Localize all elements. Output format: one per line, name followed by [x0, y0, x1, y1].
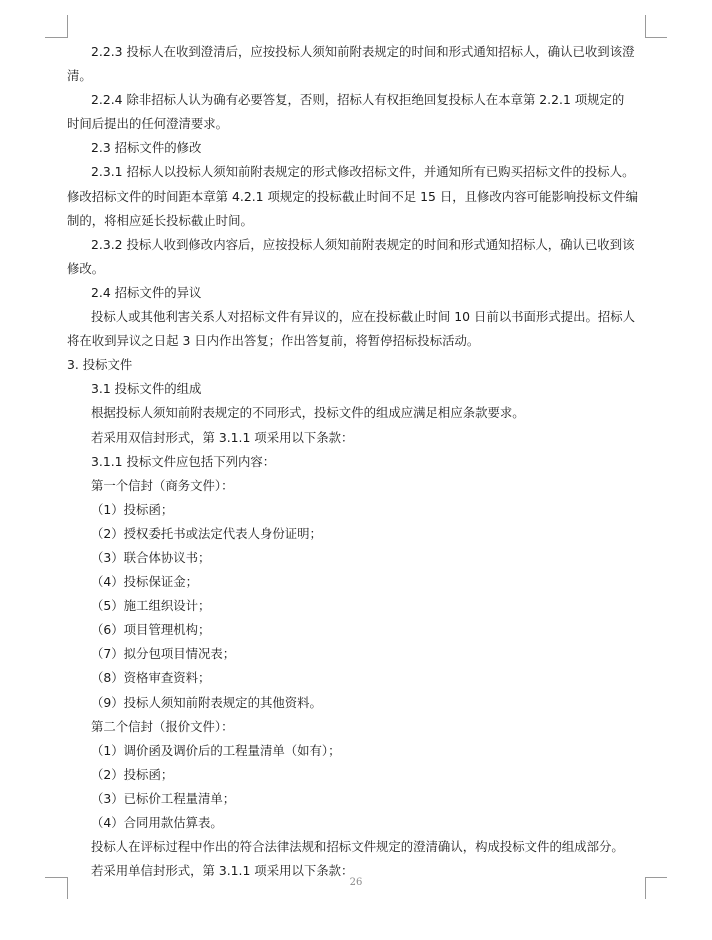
text-line: 根据投标人须知前附表规定的不同形式，投标文件的组成应满足相应条款要求。 — [91, 405, 525, 421]
text-line: 2.2.4 除非招标人认为确有必要答复，否则，招标人有权拒绝回复投标人在本章第 2.2.1 项规定的 — [91, 92, 625, 108]
text-line: （1）调价函及调价后的工程量清单（如有）； — [91, 742, 341, 758]
crop-mark-top-left — [45, 37, 68, 38]
text-line: （4）合同用款估算表。 — [91, 815, 223, 830]
text-line: 2.2.3 投标人在收到澄清后，应按投标人须知前附表规定的时间和形式通知招标人，确认已收到该澄 — [91, 44, 635, 59]
text-line: 2.4 招标文件的异议 — [91, 284, 202, 300]
text-line: 2.3.2 投标人收到修改内容后，应按投标人须知前附表规定的时间和形式通知招标人，确认已收到该 — [91, 236, 635, 252]
text-line: （6）项目管理机构； — [91, 622, 211, 638]
page-number: 26 — [349, 877, 363, 888]
text-line: 2.3 招标文件的修改 — [91, 140, 202, 156]
text-line: 第一个信封（商务文件）： — [91, 477, 234, 493]
text-line: （3）已标价工程量清单； — [91, 790, 236, 806]
text-line: 投标人或其他利害关系人对招标文件有异议的，应在投标截止时间 10 日前以书面形式提出。招标人 — [91, 309, 636, 325]
text-line: （2）授权委托书或法定代表人身份证明； — [91, 525, 322, 541]
text-line: （8）资格审查资料； — [91, 670, 211, 686]
text-line: （9）投标人须知前附表规定的其他资料。 — [91, 694, 322, 710]
text-line: 若采用双信封形式，第 3.1.1 项采用以下条款： — [91, 429, 354, 445]
text-line: 制的，将相应延长投标截止时间。 — [67, 212, 253, 228]
text-line: 3. 投标文件 — [67, 357, 133, 373]
text-line: （7）拟分包项目情况表； — [91, 646, 236, 662]
text-line: 投标人在评标过程中作出的符合法律法规和招标文件规定的澄清确认，构成投标文件的组成部分。 — [91, 839, 624, 855]
text-line: （1）投标函； — [91, 501, 174, 517]
text-line: （4）投标保证金； — [91, 574, 199, 590]
text-line: 将在收到异议之日起 3 日内作出答复；作出答复前，将暂停招标投标活动。 — [67, 333, 480, 349]
text-line: 修改招标文件的时间距本章第 4.2.1 项规定的投标截止时间不足 15 日，且修改内容可能影响投标文件编 — [67, 188, 639, 204]
text-line: 修改。 — [67, 260, 105, 276]
document-body — [67, 40, 647, 883]
text-line: 清。 — [67, 68, 92, 84]
text-line: 2.3.1 招标人以投标人须知前附表规定的形式修改招标文件，并通知所有已购买招标文件的投标人。 — [91, 164, 635, 180]
text-line: 时间后提出的任何澄清要求。 — [67, 116, 229, 132]
text-line: 3.1 投标文件的组成 — [91, 381, 202, 397]
crop-mark-top-left — [67, 15, 68, 37]
text-line: 第二个信封（报价文件）： — [91, 718, 234, 734]
crop-mark-top-right — [645, 15, 646, 37]
text-line: （3）联合体协议书； — [91, 549, 211, 565]
text-line: （5）施工组织设计； — [91, 598, 211, 614]
crop-mark-top-right — [645, 37, 667, 38]
text-line: 若采用单信封形式，第 3.1.1 项采用以下条款： — [91, 863, 354, 879]
text-line: （2）投标函； — [91, 766, 174, 782]
text-line: 3.1.1 投标文件应包括下列内容： — [91, 453, 276, 469]
